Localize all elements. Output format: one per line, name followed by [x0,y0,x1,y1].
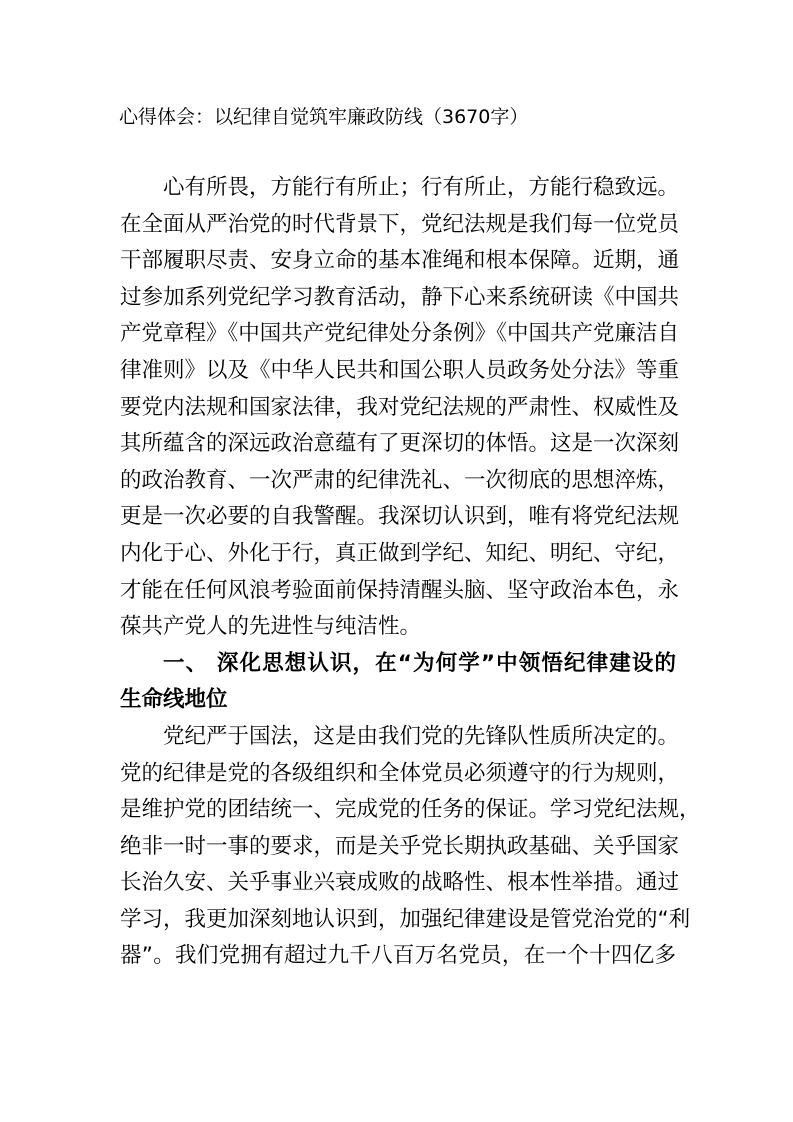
section-heading: 一、 深化思想认识，在“为何学”中领悟纪律建设的 [163,650,676,676]
intro-line: 其所蕴含的深远政治意蕴有了更深切的体悟。这是一次深刻 [120,431,680,457]
section-line: 长治久安、关乎事业兴衰成败的战略性、根本性举措。通过 [120,870,680,896]
intro-line: 过参加系列党纪学习教育活动，静下心来系统研读《中国共 [120,284,680,310]
intro-line: 内化于心、外化于行，真正做到学纪、知纪、明纪、守纪， [120,540,680,566]
section-line: 是维护党的团结统一、完成党的任务的保证。学习党纪法规， [120,797,701,823]
intro-line: 在全面从严治党的时代背景下，党纪法规是我们每一位党员 [120,211,680,237]
section-line: 绝非一时一事的要求，而是关乎党长期执政基础、关乎国家 [120,833,680,859]
section-line: 党的纪律是党的各级组织和全体党员必须遵守的行为规则， [120,760,680,786]
intro-line: 律准则》以及《中华人民共和国公职人员政务处分法》等重 [120,357,680,383]
intro-line: 更是一次必要的自我警醒。我深切认识到，唯有将党纪法规 [120,504,680,530]
section-line: 器”。我们党拥有超过九千八百万名党员，在一个十四亿多 [120,943,676,969]
intro-line: 产党章程》《中国共产党纪律处分条例》《中国共产党廉洁自 [120,321,680,347]
intro-line: 葆共产党人的先进性与纯洁性。 [120,614,422,640]
section-line: 党纪严于国法，这是由我们党的先锋队性质所决定的。 [163,723,680,749]
intro-line: 才能在任何风浪考验面前保持清醒头脑、坚守政治本色，永 [120,577,680,603]
intro-line: 心有所畏，方能行有所止；行有所止，方能行稳致远。 [163,175,680,200]
intro-line: 干部履职尽责、安身立命的基本准绳和根本保障。近期，通 [120,248,680,274]
document-body [120,170,701,975]
intro-line: 要党内法规和国家法律，我对党纪法规的严肃性、权威性及 [120,394,680,420]
section-line: 学习，我更加深刻地认识到，加强纪律建设是管党治党的“利 [120,906,691,932]
section-heading: 生命线地位 [120,687,228,713]
intro-line: 的政治教育、一次严肃的纪律洗礼、一次彻底的思想淬炼， [120,467,680,493]
document-title: 心得体会：以纪律自觉筑牢廉政防线（3670字） [119,106,529,128]
